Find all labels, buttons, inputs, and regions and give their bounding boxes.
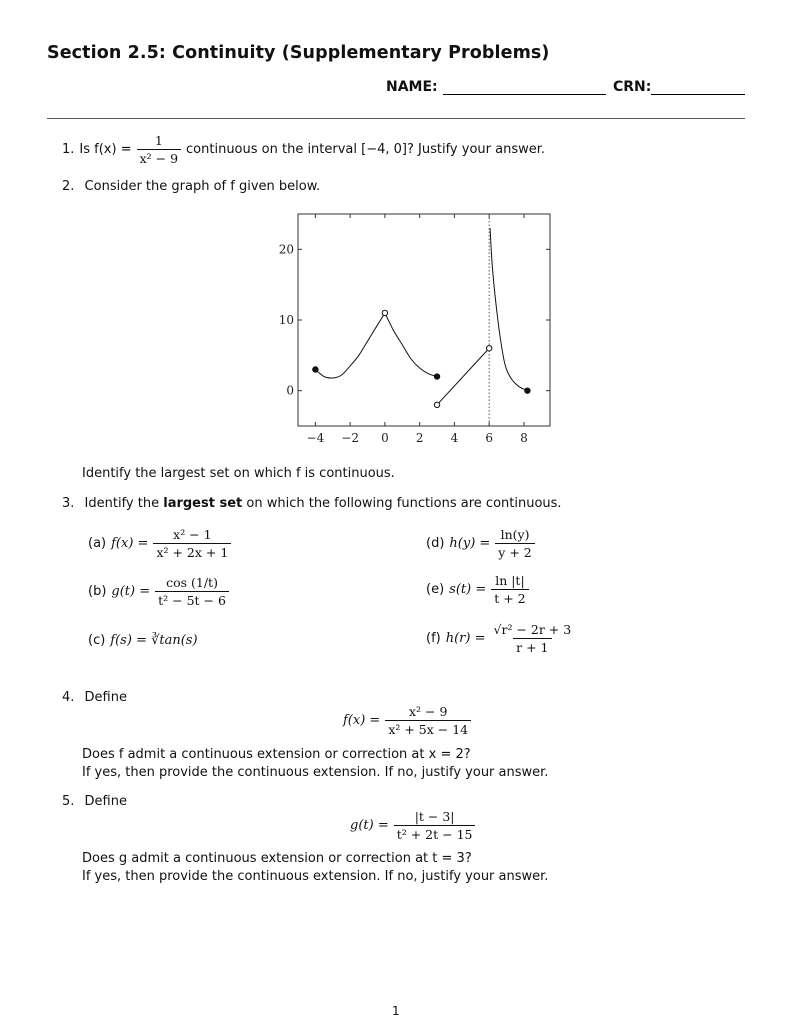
problem-3e-numerator: ln |t| [495,573,525,588]
closed-point [525,388,530,393]
problem-3d-numerator: ln(y) [500,527,530,542]
problem-2-number: 2. [62,179,75,194]
problem-3b [88,575,229,608]
problem-3a-denominator: x² + 2x + 1 [153,543,231,560]
problem-4-fraction [385,704,471,737]
problem-3e-fraction [491,573,528,606]
y-tick-label: 20 [278,242,294,257]
problem-3 [62,496,562,511]
crn-label: CRN: [613,79,652,95]
problem-2 [62,179,320,194]
page-number: 1 [392,1004,400,1018]
problem-3-text-bold: largest set [163,496,243,511]
problem-4-number: 4. [62,690,75,705]
problem-3f-numerator: √r² − 2r + 3 [493,622,572,637]
crn-field-line[interactable] [651,94,745,95]
problem-3b-label: (b) [88,584,107,599]
problem-4-formula [343,704,471,737]
problem-5-fraction [394,809,476,842]
problem-3c-label: (c) [88,633,106,648]
problem-5-formula [350,809,475,842]
closed-point [434,374,439,379]
problem-5-denominator: t² + 2t − 15 [394,825,476,842]
problem-4-define: Define [84,690,127,705]
problem-4 [62,690,127,705]
problem-5-number: 5. [62,794,75,809]
problem-3b-lhs: g(t) = [111,584,151,599]
graph-frame [298,214,550,426]
problem-5-question-2: If yes, then provide the continuous extension. If no, justify your answer. [82,869,549,884]
problem-5-numerator: |t − 3| [414,809,455,824]
problem-3d-denominator: y + 2 [495,543,534,560]
problem-4-question-2: If yes, then provide the continuous extension. If no, justify your answer. [82,765,549,780]
y-tick-label: 10 [278,313,294,327]
problem-3f-fraction [491,622,575,655]
x-tick-label: 6 [485,431,493,445]
x-tick-label: −4 [306,431,325,445]
problem-5 [62,794,127,809]
open-point [382,310,387,315]
problem-3-text-before: Identify the [84,496,160,511]
problem-1-numerator: 1 [154,133,163,148]
x-tick-label: 2 [415,431,424,445]
problem-3c-expr: f(s) = ∛tan(s) [110,633,198,648]
closed-point [313,367,318,372]
problem-3c [88,633,198,648]
problem-3f [426,622,574,655]
problem-3a-lhs: f(x) = [111,536,149,551]
problem-3a-label: (a) [88,536,107,551]
problem-4-denominator: x² + 5x − 14 [385,720,471,737]
problem-3d [426,527,535,560]
problem-3a-fraction [153,527,231,560]
curve-piece-2 [385,313,437,377]
problem-1-number: 1. [62,142,75,157]
problem-1-rest: continuous on the interval [−4, 0]? Justify your answer. [186,142,546,157]
problem-1-denominator: x² − 9 [137,149,181,166]
name-field-line[interactable] [443,94,606,95]
problem-3d-lhs: h(y) = [449,536,491,551]
name-label: NAME: [386,79,438,95]
problem-3f-lhs: h(r) = [445,631,486,646]
x-tick-label: 4 [450,431,459,445]
problem-5-lhs: g(t) = [350,818,389,833]
problem-3f-label: (f) [426,631,441,646]
curve-piece-4 [490,228,527,391]
problem-3b-numerator: cos (1/t) [166,575,218,590]
problem-3a [88,527,231,560]
problem-3f-denominator: r + 1 [513,638,551,655]
problem-1-fraction [137,133,181,166]
open-point [486,346,491,351]
problem-1-lead: Is f(x) = [79,142,132,157]
problem-4-question-1: Does f admit a continuous extension or correction at x = 2? [82,747,471,762]
function-graph [270,205,570,455]
problem-3a-numerator: x² − 1 [173,527,212,542]
problem-3e [426,573,529,606]
y-tick-label: 0 [286,383,294,398]
open-point [434,402,439,407]
problem-3b-fraction [155,575,229,608]
x-tick-label: 0 [381,431,389,445]
problem-3b-denominator: t² − 5t − 6 [155,591,229,608]
curve-piece-3 [437,348,489,405]
problem-2-question: Identify the largest set on which f is continuous. [82,466,395,481]
x-tick-label: 8 [520,431,528,445]
problem-3e-lhs: s(t) = [449,582,487,597]
header-divider [47,118,745,119]
problem-3d-fraction [495,527,534,560]
problem-3e-label: (e) [426,582,445,597]
problem-4-lhs: f(x) = [343,713,381,728]
problem-2-text: Consider the graph of f given below. [84,179,321,194]
problem-5-define: Define [84,794,127,809]
problem-3-number: 3. [62,496,75,511]
page-title: Section 2.5: Continuity (Supplementary Problems) [47,43,550,63]
problem-4-numerator: x² − 9 [409,704,448,719]
problem-3e-denominator: t + 2 [491,589,528,606]
x-tick-label: −2 [341,431,359,445]
problem-3d-label: (d) [426,536,445,551]
problem-3-text-after: on which the following functions are continuous. [246,496,562,511]
problem-5-question-1: Does g admit a continuous extension or correction at t = 3? [82,851,472,866]
curve-piece-1 [315,313,385,378]
problem-1 [62,133,545,166]
